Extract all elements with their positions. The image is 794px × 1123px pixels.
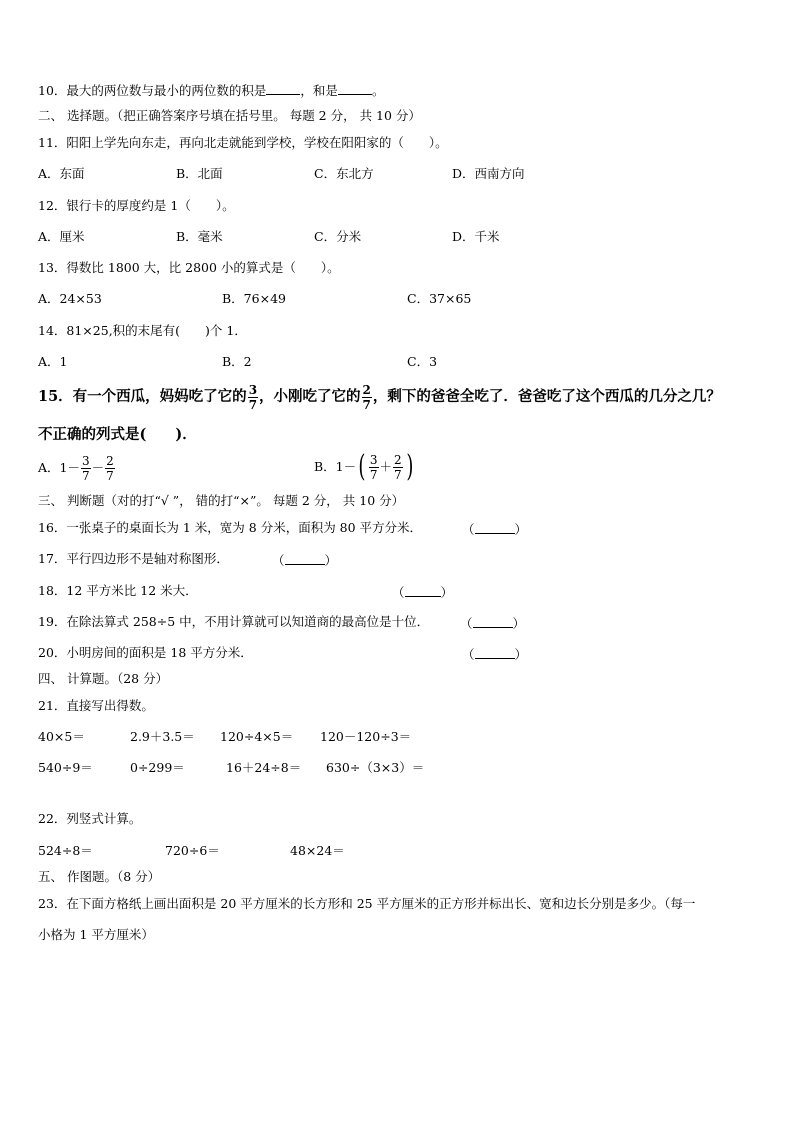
q14-stem: 14．81×25,积的末尾有( )个 1． xyxy=(38,323,247,338)
q23-line1: 23．在下面方格纸上画出面积是 20 平方厘米的长方形和 25 平方厘米的正方形并标出长、宽和边长分别是多少。（每一 xyxy=(38,896,696,911)
q22-item: 48×24＝ xyxy=(290,843,345,858)
q13-option-a[interactable]: A．24×53 xyxy=(38,291,102,306)
q13-option-b[interactable]: B．76×49 xyxy=(222,291,286,306)
q19-answer-paren[interactable]: （ ） xyxy=(460,616,526,631)
q16: 16．一张桌子的桌面长为 1 米，宽为 8 分米，面积为 80 平方分米． xyxy=(38,520,423,535)
q12-option-c[interactable]: C．分米 xyxy=(314,229,362,244)
q15-line2: 不正确的列式是( )． xyxy=(38,426,197,443)
q15-fraction-1: $\frac{3}{7}$ xyxy=(248,383,258,412)
q13-stem: 13．得数比 1800 大，比 2800 小的算式是（ ）。 xyxy=(38,260,340,275)
q13-option-c[interactable]: C．37×65 xyxy=(407,291,472,306)
q21-item: 120－120÷3＝ xyxy=(320,729,412,744)
q21-stem: 21．直接写出得数。 xyxy=(38,698,154,713)
q11-option-a[interactable]: A．东面 xyxy=(38,166,85,181)
q15-option-a[interactable]: A．1－ $\frac{3}{7}$ － $\frac{2}{7}$ xyxy=(38,454,114,483)
q12-option-a[interactable]: A．厘米 xyxy=(38,229,85,244)
q10 xyxy=(38,83,384,98)
q12-option-d[interactable]: D．千米 xyxy=(452,229,500,244)
q14-option-c[interactable]: C．3 xyxy=(407,354,438,369)
q21-item: 0÷299＝ xyxy=(130,760,185,775)
q19: 19．在除法算式 258÷5 中，不用计算就可以知道商的最高位是十位． xyxy=(38,614,430,629)
q10-text-b: ，和是 xyxy=(300,83,338,98)
q12-stem: 12．银行卡的厚度约是 1（ ）。 xyxy=(38,198,235,213)
q15-line1 xyxy=(38,384,721,411)
q21-item: 16＋24÷8＝ xyxy=(226,760,302,775)
section-3-title: 三、 判断题（对的打“√ ”， 错的打“×”。 每题 2 分， 共 10 分） xyxy=(38,493,405,508)
q22-stem: 22．列竖式计算。 xyxy=(38,811,142,826)
q10-text-a: 10．最大的两位数与最小的两位数的积是 xyxy=(38,83,267,98)
q15-text-a: 15．有一个西瓜，妈妈吃了它的 xyxy=(38,388,247,406)
q14-option-b[interactable]: B．2 xyxy=(222,354,252,369)
q15-fraction-2: $\frac{2}{7}$ xyxy=(362,383,371,412)
q20-answer-paren[interactable]: （ ） xyxy=(462,647,528,662)
q17-answer-paren[interactable]: （ ） xyxy=(272,553,338,568)
q15-option-b-fraction-2: $\frac{2}{7}$ xyxy=(394,452,402,482)
q15-text-c: ，剩下的爸爸全吃了．爸爸吃了这个西瓜的几分之几？ xyxy=(372,388,721,406)
q20: 20．小明房间的面积是 18 平方分米． xyxy=(38,645,253,660)
q15-text-b: ，小刚吃了它的 xyxy=(259,388,361,406)
q10-text-c: 。 xyxy=(371,83,385,98)
q11-option-b[interactable]: B．北面 xyxy=(176,166,223,181)
q17: 17．平行四边形不是轴对称图形． xyxy=(38,551,229,566)
q22-item: 720÷6＝ xyxy=(165,843,220,858)
q12-option-b[interactable]: B．毫米 xyxy=(176,229,223,244)
q21-item: 40×5＝ xyxy=(38,729,85,744)
q14-option-a[interactable]: A．1 xyxy=(38,354,68,369)
q10-blank-2[interactable] xyxy=(338,83,372,95)
q18: 18．12 平方米比 12 米大． xyxy=(38,583,198,598)
section-2-title: 二、 选择题。（把正确答案序号填在括号里。 每题 2 分， 共 10 分） xyxy=(38,108,421,123)
section-5-title: 五、 作图题。（8 分） xyxy=(38,869,161,884)
q22-item: 524÷8＝ xyxy=(38,843,93,858)
q15-option-b[interactable]: B．1－ ( $\frac{3}{7}$ ＋ $\frac{2}{7}$ ) xyxy=(314,449,414,484)
q10-blank-1[interactable] xyxy=(266,83,300,95)
q11-stem: 11．阳阳上学先向东走，再向北走就能到学校，学校在阳阳家的（ ）。 xyxy=(38,135,448,150)
q15-option-b-fraction-1: $\frac{3}{7}$ xyxy=(369,452,378,482)
q18-answer-paren[interactable]: （ ） xyxy=(392,585,454,600)
q21-item: 120÷4×5＝ xyxy=(220,729,294,744)
q16-answer-paren[interactable]: （ ） xyxy=(462,522,528,537)
q11-option-d[interactable]: D．西南方向 xyxy=(452,166,525,181)
q11-option-c[interactable]: C．东北方 xyxy=(314,166,374,181)
q21-item: 630÷（3×3）＝ xyxy=(326,760,425,775)
q15-option-a-fraction-2: $\frac{2}{7}$ xyxy=(106,454,114,483)
section-4-title: 四、 计算题。（28 分） xyxy=(38,671,169,686)
q21-item: 540÷9＝ xyxy=(38,760,93,775)
q21-item: 2.9＋3.5＝ xyxy=(130,729,195,744)
q15-option-a-fraction-1: $\frac{3}{7}$ xyxy=(81,454,90,483)
q23-line2: 小格为 1 平方厘米） xyxy=(38,927,154,942)
